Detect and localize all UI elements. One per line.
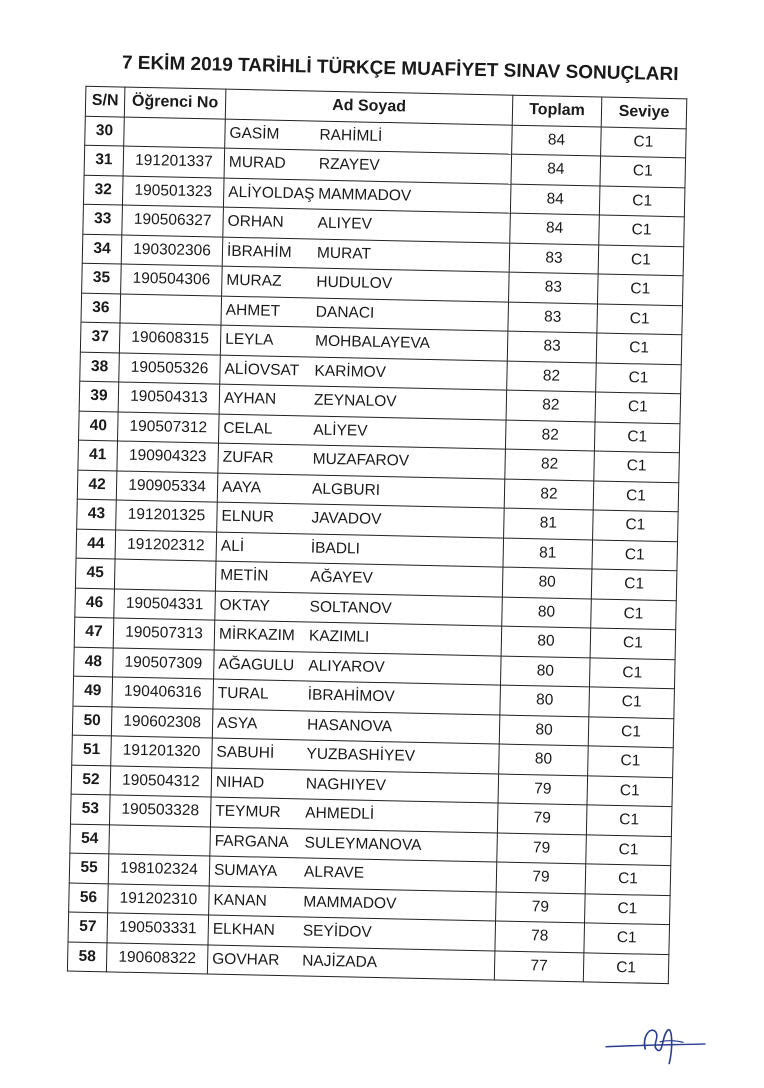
row-level: C1 [583,952,669,983]
row-level: C1 [591,598,677,629]
row-first-name: OKTAY [219,596,271,615]
row-level: C1 [593,510,679,541]
row-student-no [124,117,226,149]
row-last-name: İBADLI [310,539,361,558]
row-total: 84 [511,154,601,185]
row-sn: 45 [75,558,115,588]
row-total: 79 [496,862,586,893]
row-student-no: 190406316 [112,677,214,709]
row-level: C1 [586,834,672,865]
row-total: 83 [509,243,599,274]
row-first-name: ZUFAR [222,448,274,467]
row-first-name: SABUHİ [216,743,275,763]
row-total: 84 [510,184,600,215]
row-last-name: ALRAVE [303,863,365,882]
row-level: C1 [594,421,680,452]
row-first-name: SUMAYA [213,861,278,881]
row-last-name: SULEYMANOVA [304,834,422,854]
row-total: 79 [497,833,587,864]
row-total: 82 [504,479,594,510]
row-last-name: MUZAFAROV [312,450,410,470]
header-name: Ad Soyad [225,89,513,125]
row-level: C1 [599,215,685,246]
row-student-no: 191201337 [123,146,225,178]
row-total: 83 [508,302,598,333]
row-sn: 40 [79,411,119,441]
row-first-name: ELKHAN [212,920,276,940]
row-student-no: 190504313 [118,382,220,414]
row-first-name: METİN [220,566,269,585]
row-last-name: RZAYEV [318,155,380,175]
header-total: Toplam [512,95,602,126]
row-first-name: AHMET [225,301,281,320]
row-student-no: 190904323 [117,441,219,473]
row-level: C1 [596,333,682,364]
row-last-name: ALIYAROV [308,657,385,676]
row-sn: 36 [81,293,121,323]
row-first-name: MURAZ [226,271,282,291]
row-student-no: 191201320 [111,736,213,768]
row-last-name: HUDULOV [316,273,393,293]
row-student-no: 190503331 [107,913,209,945]
row-level: C1 [587,775,673,806]
row-first-name: KANAN [213,891,268,910]
row-level: C1 [595,392,681,423]
row-last-name: MAMMADOV [318,185,412,205]
row-sn: 48 [74,647,114,677]
row-student-no: 198102324 [108,854,210,886]
row-level: C1 [601,127,687,158]
row-first-name: FARGANA [214,832,289,851]
row-total: 81 [503,538,593,569]
row-total: 80 [499,715,589,746]
row-last-name: AĞAYEV [310,568,373,588]
row-total: 81 [504,508,594,539]
row-sn: 31 [84,145,124,175]
row-first-name: AAYA [221,478,262,497]
row-sn: 54 [70,824,110,854]
row-total: 83 [507,331,597,362]
row-total: 82 [507,361,597,392]
row-last-name: HASANOVA [306,716,393,736]
row-total: 80 [500,656,590,687]
row-last-name: KAZIMLI [308,627,370,647]
row-sn: 57 [68,912,108,942]
row-first-name: TURAL [217,684,269,703]
row-student-no: 191201325 [116,500,218,532]
row-total: 84 [510,213,600,244]
row-level: C1 [598,274,684,305]
row-student-no: 190506327 [122,205,224,237]
row-total: 80 [502,597,592,628]
row-first-name: ASYA [216,714,258,733]
row-name [207,944,495,980]
row-level: C1 [592,539,678,570]
row-first-name: TEYMUR [215,802,281,822]
row-student-no [114,559,216,591]
row-level: C1 [596,362,682,393]
row-level: C1 [588,716,674,747]
row-first-name: GASİM [229,124,280,143]
row-last-name: JAVADOV [311,509,382,529]
row-first-name: AYHAN [223,389,277,409]
row-sn: 33 [83,204,123,234]
row-first-name: ALİYOLDAŞ [228,183,315,203]
row-last-name: MOHBALAYEVA [314,332,431,353]
row-last-name: SOLTANOV [309,598,392,618]
row-last-name: RAHİMLİ [319,126,383,145]
row-sn: 42 [77,470,117,500]
row-student-no: 190505326 [119,353,221,385]
signature-icon [601,1015,712,1077]
row-sn: 30 [85,116,125,146]
row-sn: 52 [71,765,111,795]
row-student-no: 190507312 [118,411,220,443]
row-student-no: 190608322 [106,942,208,974]
row-level: C1 [585,864,671,895]
row-sn: 44 [76,529,116,559]
row-first-name: İBRAHİM [226,242,292,261]
row-total: 82 [505,449,595,480]
row-last-name: ALIYEV [317,214,373,234]
row-student-no: 190608315 [119,323,221,355]
row-sn: 50 [72,706,112,736]
row-student-no: 190507313 [113,618,215,650]
row-sn: 35 [82,263,122,293]
row-last-name: MURAT [316,244,372,263]
row-total: 77 [494,950,584,981]
document-title: 7 EKİM 2019 TARİHLİ TÜRKÇE MUAFİYET SINAV SONUÇLARI [121,52,679,86]
row-first-name: AĞAGULU [218,655,295,674]
row-sn: 39 [79,381,119,411]
row-last-name: NAJİZADA [301,952,378,971]
row-total: 82 [506,390,596,421]
row-sn: 58 [67,942,107,972]
row-student-no: 191202310 [108,883,210,915]
row-student-no: 190905334 [116,470,218,502]
row-student-no: 190602308 [111,706,213,738]
row-student-no: 190503328 [109,795,211,827]
row-sn: 53 [70,794,110,824]
row-sn: 49 [73,676,113,706]
row-first-name: ORHAN [227,212,284,232]
row-level: C1 [593,480,679,511]
row-student-no: 190504312 [110,765,212,797]
results-table [67,86,687,984]
row-sn: 43 [77,499,117,529]
row-level: C1 [591,569,677,600]
header-sn: S/N [85,86,125,116]
row-total: 80 [500,685,590,716]
row-last-name: ZEYNALOV [313,391,397,411]
row-total: 80 [499,744,589,775]
row-total: 79 [498,774,588,805]
row-level: C1 [598,245,684,276]
row-level: C1 [585,893,671,924]
row-total: 84 [512,125,602,156]
row-first-name: ALİ [220,537,245,555]
row-sn: 55 [69,853,109,883]
row-level: C1 [597,304,683,335]
row-first-name: ELNUR [221,507,275,527]
row-level: C1 [589,687,675,718]
row-first-name: MİRKAZIM [218,625,295,645]
row-last-name: DANACI [315,303,375,322]
row-sn: 46 [75,588,115,618]
row-student-no [120,294,222,326]
row-total: 78 [495,921,585,952]
row-last-name: KARİMOV [314,362,387,381]
row-level: C1 [589,657,675,688]
row-last-name: AHMEDLİ [305,804,375,824]
row-last-name: ALGBURI [311,480,381,499]
row-sn: 32 [83,175,123,205]
results-body [67,116,686,984]
row-student-no: 190501323 [122,176,224,208]
row-last-name: NAGHIYEV [305,775,387,794]
row-level: C1 [588,746,674,777]
row-total: 80 [501,626,591,657]
header-student-no: Öğrenci No [124,87,226,119]
row-level: C1 [586,805,672,836]
row-level: C1 [590,628,676,659]
row-total: 79 [497,803,587,834]
row-level: C1 [600,156,686,187]
row-first-name: GOVHAR [212,950,280,969]
row-first-name: MURAD [228,154,286,173]
row-total: 80 [502,567,592,598]
row-sn: 47 [74,617,114,647]
row-student-no: 190302306 [121,235,223,267]
row-total: 79 [496,892,586,923]
row-last-name: YUZBASHİYEV [306,745,416,766]
row-level: C1 [584,923,670,954]
row-last-name: MAMMADOV [303,893,397,913]
row-total: 83 [509,272,599,303]
row-sn: 41 [78,440,118,470]
row-sn: 51 [72,735,112,765]
row-student-no: 190507309 [113,647,215,679]
row-first-name: CELAL [223,419,273,438]
row-sn: 37 [80,322,120,352]
row-student-no: 190504306 [121,264,223,296]
row-first-name: NIHAD [215,773,265,792]
row-sn: 34 [82,234,122,264]
row-student-no: 190504331 [114,588,216,620]
row-last-name: İBRAHİMOV [307,686,395,706]
row-last-name: ALİYEV [313,421,368,440]
row-last-name: SEYİDOV [302,922,372,942]
row-level: C1 [599,186,685,217]
row-student-no [109,824,211,856]
row-level: C1 [594,451,680,482]
row-first-name: LEYLA [224,330,274,349]
row-sn: 38 [80,352,120,382]
row-total: 82 [505,420,595,451]
row-sn: 56 [69,883,109,913]
row-student-no: 191202312 [115,529,217,561]
row-first-name: ALİOVSAT [224,360,300,380]
header-level: Seviye [601,97,687,128]
